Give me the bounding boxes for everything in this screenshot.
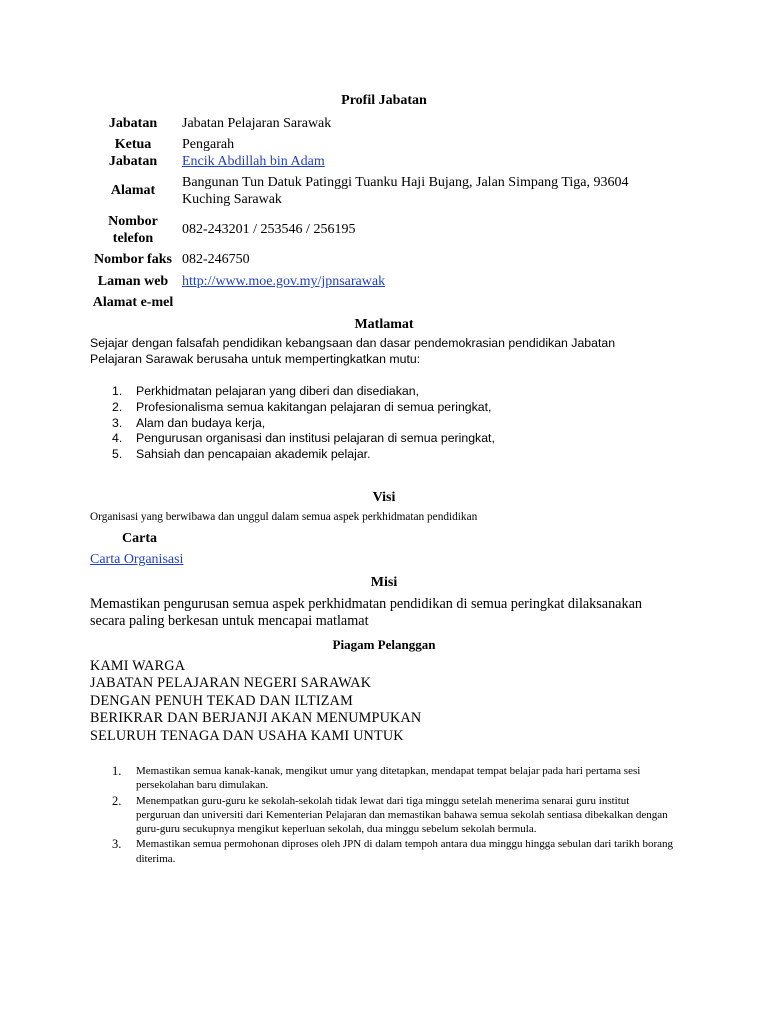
laman-web-link[interactable]: http://www.moe.gov.my/jpnsarawak — [182, 274, 386, 289]
pledge-line: SELURUH TENAGA DAN USAHA KAMI UNTUK — [90, 727, 404, 744]
label-alamat: Alamat — [110, 183, 156, 198]
pledge-line: KAMI WARGA — [90, 658, 186, 674]
label-jabatan: Jabatan — [108, 116, 158, 131]
pledge-line: JABATAN PELAJARAN NEGERI SARAWAK — [90, 675, 372, 692]
visi-heading: Visi — [372, 490, 396, 505]
list-item: 3. Alam dan budaya kerja, — [112, 415, 266, 430]
misi-text-line2: secara paling berkesan untuk mencapai matlamat — [90, 613, 369, 629]
list-item: 5. Sahsiah dan pencapaian akademik pelajar. — [112, 447, 371, 462]
visi-text: Organisasi yang berwibawa dan unggul dalam semua aspek perkhidmatan pendidikan — [90, 511, 478, 523]
label-alamat-emel: Alamat e-mel — [92, 295, 174, 310]
value-alamat-line1: Bangunan Tun Datuk Patinggi Tuanku Haji Bujang, Jalan Simpang Tiga, 93604 — [182, 175, 629, 190]
piagam-list — [112, 764, 676, 867]
value-ketua-jabatan-title: Pengarah — [182, 137, 235, 152]
list-item: 2. Profesionalisma semua kakitangan pelajaran di semua peringkat, — [112, 399, 492, 414]
piagam-heading: Piagam Pelanggan — [332, 637, 436, 652]
carta-organisasi-link[interactable]: Carta Organisasi — [90, 552, 184, 567]
profile-title: Profil Jabatan — [341, 93, 427, 108]
list-item: 1. Perkhidmatan pelajaran yang diberi dan disediakan, — [112, 384, 420, 398]
misi-heading: Misi — [370, 575, 398, 590]
list-item: 4. Pengurusan organisasi dan institusi pelajaran di semua peringkat, — [112, 431, 495, 446]
carta-heading: Carta — [122, 531, 157, 546]
value-jabatan: Jabatan Pelajaran Sarawak — [182, 116, 332, 131]
list-item: 2. Menempatkan guru-guru ke sekolah-sekolah tidak lewat dari tiga minggu setelah menerima senarai guru institut perguruan dan universiti dari Kementerian Pelajaran dan memastikan bahawa semua sekolah sentiasa dibekalkan dengan guru-guru secukupnya mengikut keperluan sekolah, dua minggu sebelum sekolah bermula. — [112, 793, 668, 836]
ketua-jabatan-link[interactable]: Encik Abdillah bin Adam — [182, 154, 325, 169]
matlamat-intro: Sejajar dengan falsafah pendidikan kebangsaan dan dasar pendemokrasian pendidikan Jabatan Pelajaran Sarawak berusaha untuk mempertingkatkan mutu: — [90, 336, 616, 366]
list-item: 1. Memastikan semua kanak-kanak, mengikut umur yang ditetapkan, mendapat tempat belajar pada hari pertama sesi persekolahan baru dimulakan. — [112, 764, 641, 792]
value-nombor-telefon: 082-243201 / 253546 / 256195 — [182, 222, 356, 237]
misi-text-line1: Memastikan pengurusan semua aspek perkhidmatan pendidikan di semua peringkat dilaksanakan — [90, 596, 642, 612]
label-nombor-faks: Nombor faks — [94, 252, 172, 267]
matlamat-heading: Matlamat — [354, 317, 414, 332]
piagam-pledge — [90, 658, 421, 745]
label-nombor-telefon: Nombor telefon — [108, 214, 158, 246]
pledge-line: BERIKRAR DAN BERJANJI AKAN MENUMPUKAN — [90, 710, 422, 727]
label-laman-web: Laman web — [97, 274, 169, 289]
value-alamat-line2: Kuching Sarawak — [182, 192, 282, 207]
matlamat-list — [112, 384, 495, 463]
label-ketua-jabatan: Ketua Jabatan — [108, 137, 158, 169]
list-item: 3. Memastikan semua permohonan diproses oleh JPN di dalam tempoh antara dua minggu hingga sebulan dari tarikh borang diterima. — [112, 837, 674, 865]
value-nombor-faks: 082-246750 — [182, 252, 250, 267]
pledge-line: DENGAN PENUH TEKAD DAN ILTIZAM — [90, 692, 353, 709]
